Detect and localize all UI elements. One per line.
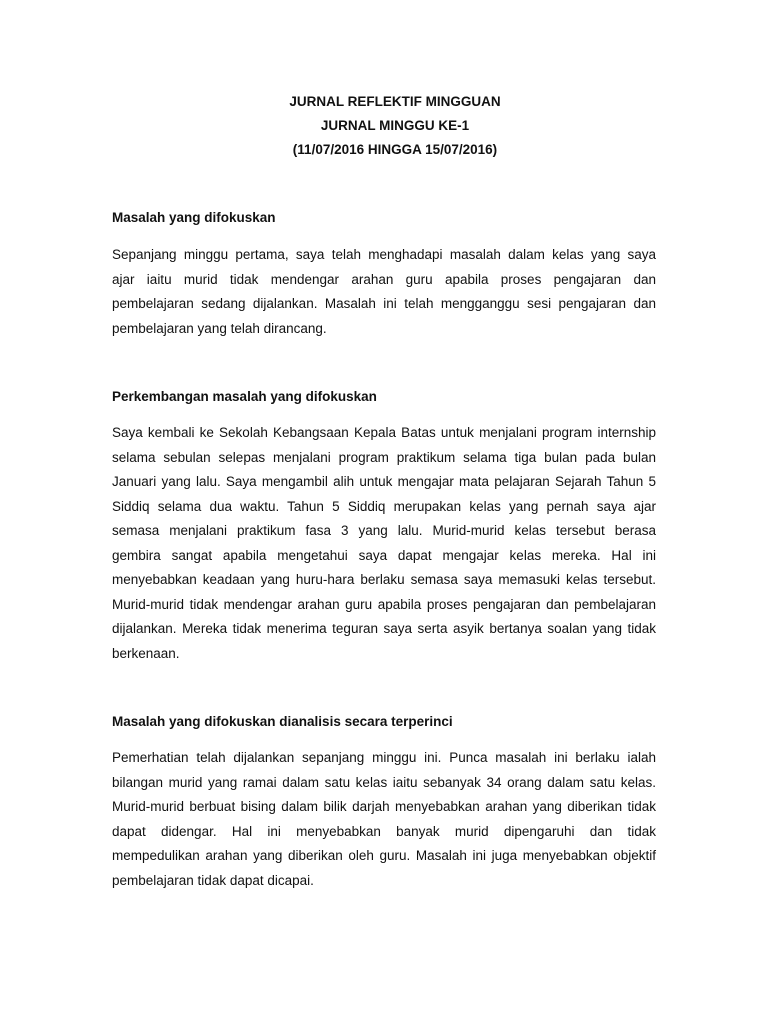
- paragraph-line: Siddiq selama dua waktu. Tahun 5 Siddiq merupakan kelas yang pernah saya ajar: [112, 498, 656, 514]
- paragraph-line: dapat didengar. Hal ini menyebabkan banyak murid dipengaruhi dan tidak: [112, 823, 656, 839]
- section-1-heading: Masalah yang difokuskan: [112, 210, 276, 225]
- title-line-1: JURNAL REFLEKTIF MINGGUAN: [289, 94, 501, 109]
- paragraph-line: berkenaan.: [112, 645, 180, 661]
- paragraph-line: Januari yang lalu. Saya mengambil alih untuk mengajar mata pelajaran Sejarah Tahun 5: [112, 474, 656, 489]
- title-line-2: JURNAL MINGGU KE-1: [320, 118, 470, 133]
- paragraph-line: pembelajaran yang telah dirancang.: [112, 320, 327, 336]
- paragraph-line: gembira sangat apabila mengetahui saya dapat mengajar kelas mereka. Hal ini: [112, 547, 656, 563]
- paragraph-line: Saya kembali ke Sekolah Kebangsaan Kepala Batas untuk menjalani program internship: [112, 425, 656, 440]
- paragraph-line: dijalankan. Mereka tidak menerima teguran saya serta asyik bertanya soalan yang tidak: [112, 621, 656, 636]
- paragraph-line: ajar iaitu murid tidak mendengar arahan guru apabila proses pengajaran dan: [112, 271, 656, 287]
- section-3-heading: Masalah yang difokuskan dianalisis secara terperinci: [112, 714, 453, 729]
- paragraph-line: Murid-murid tidak mendengar arahan guru apabila proses pengajaran dan pembelajaran: [112, 596, 656, 612]
- paragraph-line: Sepanjang minggu pertama, saya telah menghadapi masalah dalam kelas yang saya: [112, 247, 656, 262]
- section-2-heading: Perkembangan masalah yang difokuskan: [112, 389, 377, 404]
- document-title: [112, 90, 678, 162]
- paragraph-line: menyebabkan keadaan yang huru-hara berlaku semasa saya memasuki kelas tersebut.: [112, 572, 656, 587]
- paragraph-line: selama sebulan selepas menjalani program praktikum selama tiga bulan pada bulan: [112, 449, 656, 465]
- section-2-paragraph: [112, 421, 656, 666]
- paragraph-line: pembelajaran tidak dapat dicapai.: [112, 872, 314, 888]
- paragraph-line: bilangan murid yang ramai dalam satu kelas iaitu sebanyak 34 orang dalam satu kelas.: [112, 774, 656, 790]
- paragraph-line: Pemerhatian telah dijalankan sepanjang minggu ini. Punca masalah ini berlaku ialah: [112, 750, 656, 765]
- title-line-3: (11/07/2016 HINGGA 15/07/2016): [292, 142, 498, 157]
- paragraph-line: semasa menjalani praktikum fasa 3 yang lalu. Murid-murid kelas tersebut berasa: [112, 523, 656, 538]
- section-1-paragraph: [112, 243, 656, 341]
- paragraph-line: Murid-murid berbuat bising dalam bilik darjah menyebabkan arahan yang diberikan tidak: [112, 799, 656, 814]
- section-3-paragraph: [112, 746, 656, 893]
- paragraph-line: pembelajaran sedang dijalankan. Masalah ini telah mengganggu sesi pengajaran dan: [112, 296, 656, 311]
- paragraph-line: mempedulikan arahan yang diberikan oleh guru. Masalah ini juga menyebabkan objektif: [112, 848, 656, 863]
